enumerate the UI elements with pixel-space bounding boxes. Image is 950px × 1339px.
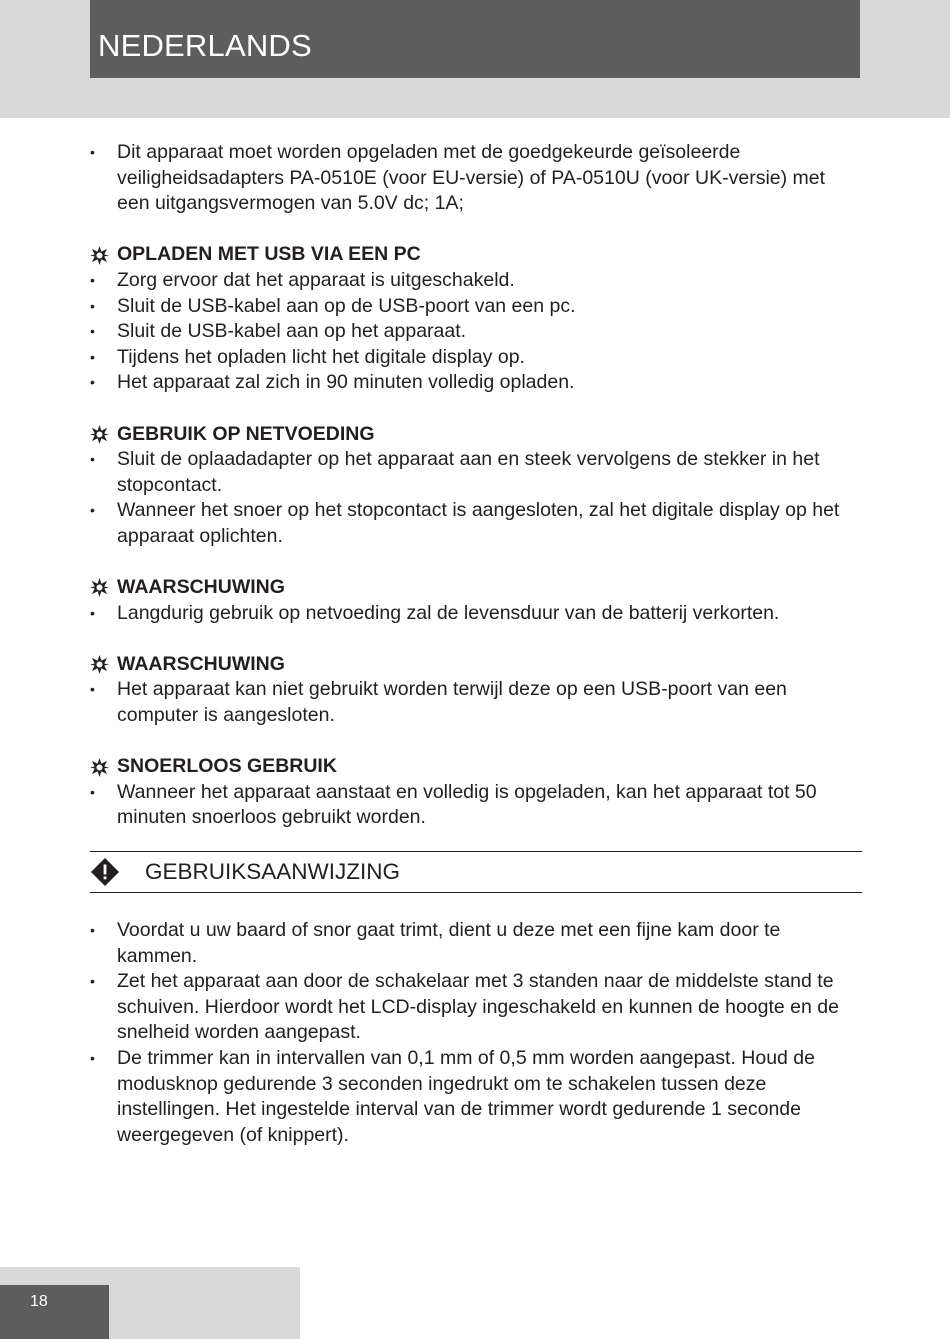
list-item: • Sluit de oplaadadapter op het apparaat aan en steek vervolgens de stekker in het stopcontact. bbox=[90, 447, 862, 498]
section-list bbox=[90, 780, 862, 831]
list-item: • Voordat u uw baard of snor gaat trimt, dient u deze met een fijne kam door te kammen. bbox=[90, 918, 862, 969]
sun-star-icon bbox=[90, 578, 117, 597]
section-list bbox=[90, 677, 862, 728]
list-item: • Het apparaat kan niet gebruikt worden terwijl deze op een USB-poort van een computer is aangesloten. bbox=[90, 677, 862, 728]
section-warning-1 bbox=[90, 575, 862, 626]
intro-list bbox=[90, 140, 862, 217]
language-title: NEDERLANDS bbox=[98, 28, 312, 63]
section-heading bbox=[90, 575, 862, 601]
section-mains-power bbox=[90, 422, 862, 550]
section-list bbox=[90, 447, 862, 549]
usage-title: GEBRUIKSAANWIJZING bbox=[145, 859, 401, 885]
section-title: WAARSCHUWING bbox=[117, 576, 285, 599]
list-item: • Zorg ervoor dat het apparaat is uitgeschakeld. bbox=[90, 268, 862, 294]
list-item: • Wanneer het snoer op het stopcontact is aangesloten, zal het digitale display op het apparaat oplichten. bbox=[90, 498, 862, 549]
page-number-box bbox=[0, 1285, 109, 1339]
list-item: • Sluit de USB-kabel aan op het apparaat. bbox=[90, 319, 862, 345]
sun-star-icon bbox=[90, 246, 117, 265]
usage-heading bbox=[90, 851, 862, 893]
page-number: 18 bbox=[30, 1293, 48, 1310]
list-item: • De trimmer kan in intervallen van 0,1 mm of 0,5 mm worden aangepast. Houd de modusknop gedurende 3 seconden ingedrukt om te schakelen tussen deze instellingen. Het ingestelde interval van de trimmer wordt gedurende 1 seconde weergegeven (of knippert). bbox=[90, 1046, 862, 1148]
section-heading bbox=[90, 754, 862, 780]
section-heading bbox=[90, 652, 862, 678]
language-header bbox=[90, 0, 860, 78]
section-title: OPLADEN MET USB VIA EEN PC bbox=[117, 243, 421, 266]
section-usb-charging bbox=[90, 242, 862, 396]
section-list bbox=[90, 601, 862, 627]
warning-diamond-icon bbox=[90, 857, 145, 887]
section-warning-2 bbox=[90, 652, 862, 729]
sun-star-icon bbox=[90, 758, 117, 777]
list-item: • Wanneer het apparaat aanstaat en volledig is opgeladen, kan het apparaat tot 50 minuten snoerloos gebruikt worden. bbox=[90, 780, 862, 831]
sun-star-icon bbox=[90, 425, 117, 444]
usage-list bbox=[90, 918, 862, 1148]
list-item: • Het apparaat zal zich in 90 minuten volledig opladen. bbox=[90, 370, 862, 396]
section-title: WAARSCHUWING bbox=[117, 652, 285, 675]
list-item: • Tijdens het opladen licht het digitale display op. bbox=[90, 345, 862, 371]
section-title: GEBRUIK OP NETVOEDING bbox=[117, 422, 375, 445]
section-list bbox=[90, 268, 862, 396]
section-heading bbox=[90, 422, 862, 448]
list-item: • Sluit de USB-kabel aan op de USB-poort van een pc. bbox=[90, 294, 862, 320]
section-cordless-use bbox=[90, 754, 862, 831]
section-heading bbox=[90, 242, 862, 268]
page-content bbox=[90, 140, 862, 1148]
list-item: • Langdurig gebruik op netvoeding zal de levensduur van de batterij verkorten. bbox=[90, 601, 862, 627]
list-item: • Dit apparaat moet worden opgeladen met de goedgekeurde geïsoleerde veiligheidsadapters PA-0510E (voor EU-versie) of PA-0510U (voor UK-versie) met een uitgangsvermogen van 5.0V dc; 1A; bbox=[90, 140, 862, 217]
list-item: • Zet het apparaat aan door de schakelaar met 3 standen naar de middelste stand te schuiven. Hierdoor wordt het LCD-display ingeschakeld en kunnen de hoogte en de snelheid worden aangepast. bbox=[90, 969, 862, 1046]
section-title: SNOERLOOS GEBRUIK bbox=[117, 755, 337, 778]
sun-star-icon bbox=[90, 655, 117, 674]
